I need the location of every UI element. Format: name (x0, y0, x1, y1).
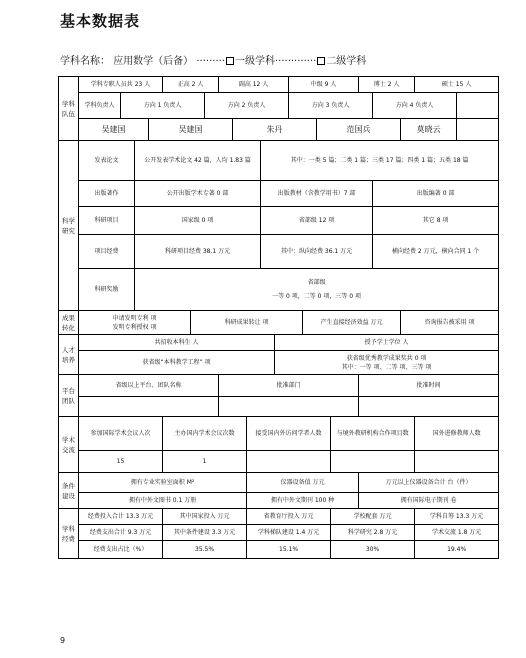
team-lead-label: 学科负责人 (79, 93, 121, 119)
papers-total: 公开发表学术论文 42 篇，人均 1.83 篇 (135, 141, 261, 181)
section-transfer: 成果转化 (59, 311, 79, 335)
team-total: 学科专职人员共 23 人 (79, 77, 163, 93)
data-table (58, 76, 499, 559)
team-blank (457, 93, 499, 119)
teaching-project: 获省级“本科教学工程” 项 (79, 351, 275, 375)
fund-r3-3: 30% (331, 541, 415, 559)
works-edited: 出版编著 0 部 (373, 181, 499, 207)
fund-r3-2: 15.1% (247, 541, 331, 559)
works-label: 出版著作 (79, 181, 135, 207)
platform-date-value (359, 397, 499, 417)
platform-dept: 批准部门 (219, 375, 359, 397)
second-level-label: 二级学科 (326, 56, 367, 67)
ex-v5 (415, 451, 499, 473)
proj-provincial: 省部级 12 项 (261, 207, 373, 235)
ex-h5: 国外进修教师人数 (415, 417, 499, 451)
team-dir-4: 方向 4 负责人 (373, 93, 457, 119)
platform-dept-value (219, 397, 359, 417)
fund-r2-5: 学术交流 1.8 万元 (415, 525, 499, 541)
works-textbook: 出版教材（含教学用书）7 部 (261, 181, 373, 207)
proj-national: 国家级 0 项 (135, 207, 261, 235)
ex-v1: 15 (79, 451, 163, 473)
degree: 授予学士学位 人 (275, 335, 499, 351)
team-shuoshi: 硕士 15 人 (415, 77, 499, 93)
section-exchange: 学术交流 (59, 417, 79, 473)
teaching-award-grades: 其中：一等 项、二等 项、三等 项 (341, 363, 432, 371)
equip-10k: 万元以上仪器设备合计 台（件） (359, 473, 499, 493)
paper-label: 发表论文 (79, 141, 135, 181)
section-team: 学科队伍 (59, 77, 79, 141)
team-name-2: 吴建国 (149, 119, 233, 141)
section-research: 科学研究 (59, 141, 79, 311)
patent-apply: 申请发明专利 项 (112, 314, 157, 322)
fund-vertical: 其中：纵向经费 36.1 万元 (261, 235, 373, 269)
ex-h4: 与境外教研机构合作项目数 (331, 417, 415, 451)
fund-r2-2: 其中条件建设 3.3 万元 (163, 525, 247, 541)
lab-area: 拥有专业实验室面积 M² (79, 473, 247, 493)
ebooks: 拥有国际电子期刊 卷 (359, 493, 499, 509)
ex-h3: 接受国内外访问学者人数 (247, 417, 331, 451)
books: 拥有中外文图书 0.1 万册 (79, 493, 247, 509)
fund-r1-4: 学校配套 万元 (331, 509, 415, 525)
recruit: 共招收本科生 人 (79, 335, 275, 351)
subject-label: 学科名称： (60, 56, 110, 67)
section-funding: 学科经费 (59, 509, 79, 559)
convert: 科研成果转让 项 (191, 311, 303, 335)
team-dir-3: 方向 3 负责人 (289, 93, 373, 119)
patent-granted: 发明专利授权 项 (112, 323, 157, 331)
fund-r1-1: 经费投入合计 13.3 万元 (79, 509, 163, 525)
subject-name: 应用数学（后备） (113, 56, 194, 67)
award-level: 省部级 (307, 278, 326, 286)
works-monograph: 公开出版学术专著 0 部 (135, 181, 261, 207)
page-title: 基本数据表 (60, 12, 141, 30)
proj-label: 科研项目 (79, 207, 135, 235)
team-zhenggao: 正高 2 人 (163, 77, 219, 93)
section-talent: 人才培养 (59, 335, 79, 375)
team-fugao: 副高 12 人 (219, 77, 289, 93)
fund-label: 项目经费 (79, 235, 135, 269)
team-name-1: 吴建国 (79, 119, 149, 141)
teaching-award (275, 351, 499, 375)
section-platform: 平台团队 (59, 375, 79, 417)
award-detail (135, 269, 499, 311)
ex-h2: 主办国内学术会议次数 (163, 417, 247, 451)
fund-r2-3: 学科梯队建设 1.4 万元 (247, 525, 331, 541)
fund-horizontal: 横向经费 2 万元，横向合同 1 个 (373, 235, 499, 269)
teaching-award-total: 获省级优秀教学成果奖共 0 项 (346, 354, 427, 362)
section-conditions: 条件建设 (59, 473, 79, 509)
platform-name: 省级以上平台、团队名称 (79, 375, 219, 397)
fund-r2-1: 经费支出合计 9.3 万元 (79, 525, 163, 541)
consult: 咨询报告被采用 项 (401, 311, 499, 335)
ex-v4 (331, 451, 415, 473)
ex-v2: 1 (163, 451, 247, 473)
fund-r1-5: 学科自筹 13.3 万元 (415, 509, 499, 525)
team-boshi: 博士 2 人 (359, 77, 415, 93)
award-label: 科研奖励 (79, 269, 135, 311)
team-name-3: 朱丹 (233, 119, 317, 141)
patents (79, 311, 191, 335)
team-name-blank (457, 119, 499, 141)
page-number: 9 (60, 636, 66, 645)
journals: 拥有中外文期刊 100 种 (247, 493, 359, 509)
fund-total: 科研项目经费 38.1 万元 (135, 235, 261, 269)
fund-r2-4: 科学研究 2.8 万元 (331, 525, 415, 541)
ex-v3 (247, 451, 331, 473)
fund-r3-1: 35.5% (163, 541, 247, 559)
papers-breakdown: 其中：一类 5 篇；二类 1 篇；三类 17 篇；四类 1 篇；五类 18 篇 (261, 141, 499, 181)
platform-date: 批准时间 (359, 375, 499, 397)
ex-h1: 参加国际学术会议人次 (79, 417, 163, 451)
team-name-5: 莫晓云 (401, 119, 457, 141)
team-dir-1: 方向 1 负责人 (121, 93, 205, 119)
equip-value: 仪器设备值 万元 (247, 473, 359, 493)
team-zhongji: 中级 9 人 (289, 77, 359, 93)
fund-r1-3: 省教育厅投入 万元 (247, 509, 331, 525)
checkbox-second-level[interactable] (317, 57, 325, 65)
award-grades: 一等 0 项，二等 0 项，三等 0 项 (272, 292, 362, 300)
first-level-label: 一级学科 (234, 56, 275, 67)
fund-r3-4: 19.4% (415, 541, 499, 559)
fund-r3-label: 经费支出占比（%） (79, 541, 163, 559)
checkbox-first-level[interactable] (226, 57, 234, 65)
proj-other: 其它 8 项 (373, 207, 499, 235)
team-name-4: 范国兵 (317, 119, 401, 141)
platform-name-value (79, 397, 219, 417)
benefit: 产生直接经济效益 万元 (303, 311, 401, 335)
team-dir-2: 方向 2 负责人 (205, 93, 289, 119)
subject-line: 学科名称： 应用数学（后备） ········· 一级学科············· 二级学科 (60, 56, 367, 67)
fund-r1-2: 其中国家投入 万元 (163, 509, 247, 525)
